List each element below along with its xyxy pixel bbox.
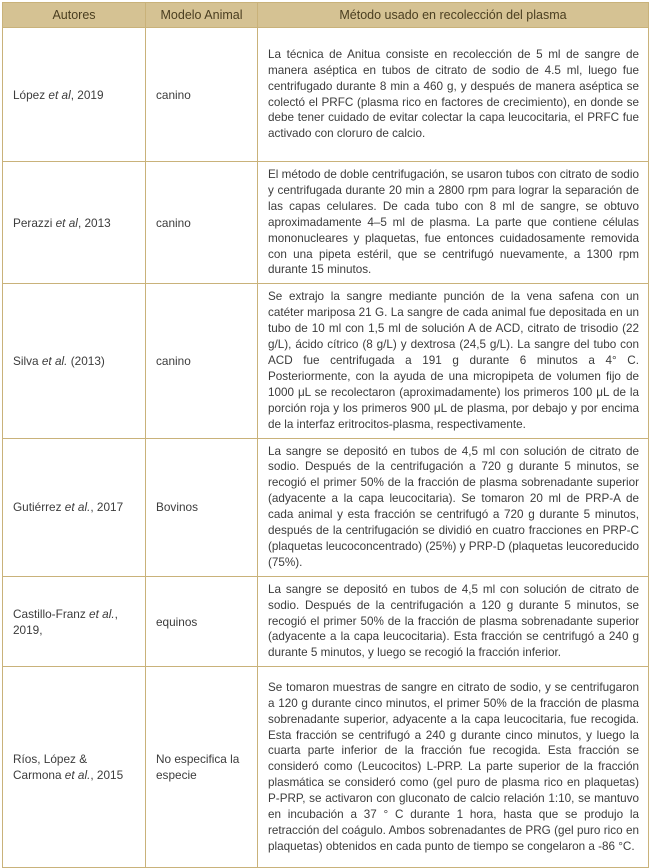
table-row	[3, 28, 649, 162]
model-cell: equinos	[146, 576, 258, 667]
model-cell: Bovinos	[146, 438, 258, 576]
table-row	[3, 284, 649, 438]
author-et-al: et al	[55, 215, 78, 230]
table-header-row	[3, 3, 649, 28]
author-et-al: et al.	[64, 500, 91, 515]
author-et-al: et al.	[64, 768, 91, 783]
author-et-al: et al	[48, 87, 71, 102]
author-name: Perazzi	[13, 215, 56, 230]
author-cell	[3, 28, 146, 162]
author-year: (2013)	[67, 353, 105, 368]
author-cell	[3, 576, 146, 667]
author-name: Ríos, López & Carmona	[13, 752, 88, 783]
author-name: Castillo-Franz	[13, 606, 90, 621]
author-name: López	[13, 87, 49, 102]
author-cell	[3, 667, 146, 868]
plasma-collection-table	[2, 2, 649, 868]
method-cell: La técnica de Anitua consiste en recolección de 5 ml de sangre de manera aséptica en tubos de citrato de sodio de 4.5 ml, luego fue centrifugado durante 8 min a 460 g, y después de manera aséptica se colectó el PRFC (plasma rico en factores de crecimiento), en donde se debe tener cuidado de evitar colectar la capa leucocitaria, el PRFC fue activado con cloruro de calcio.	[258, 28, 649, 162]
author-year: , 2015	[90, 768, 124, 783]
model-cell: No especifica la especie	[146, 667, 258, 868]
model-cell: canino	[146, 28, 258, 162]
author-name: Gutiérrez	[13, 500, 65, 515]
author-et-al: et al.	[89, 606, 115, 621]
method-cell: El método de doble centrifugación, se usaron tubos con citrato de sodio y centrifugada durante 20 min a 2800 rpm para lograr la separación de las capas celulares. De cada tubo con 8 ml de sangre, se obtuvo aproximadamente 4–5 ml de plasma. La parte que contiene células mononucleares y plaquetas, fue entonces cuidadosamente removida con una pipeta estéril, que se centrifugó nuevamente, a 1300 rpm durante 15 minutos.	[258, 162, 649, 284]
table-row	[3, 438, 649, 576]
document-page	[2, 2, 648, 868]
author-cell	[3, 438, 146, 576]
author-cell	[3, 162, 146, 284]
author-year: , 2019	[70, 87, 104, 102]
model-cell: canino	[146, 162, 258, 284]
header-model: Modelo Animal	[146, 3, 258, 28]
method-cell: La sangre se depositó en tubos de 4,5 ml con solución de citrato de sodio. Después de la centrifugación a 720 g durante 5 minutos, se recogió el primer 50% de la fracción de plasma sobrenadante superior (adyacente a la capa leucocitaria). Se tomaron 20 ml de PRP-A de cada animal y esta fracción se centrifugó a 720 g durante 5 minutos, después de la centrifugación se dividió en cuatro fracciones en PRP-C (plaquetas leucoconcentrado) (25%) y PRP-D (plaquetas leucoreducido (75%).	[258, 438, 649, 576]
method-cell: Se extrajo la sangre mediante punción de la vena safena con un catéter mariposa 21 G. La sangre de cada animal fue depositada en un tubo de 10 ml con 1,5 ml de solución A de ACD, citrato de trisodio (22 g/L), ácido cítrico (8 g/L) y dextrosa (24,5 g/L). La sangre del tubo con ACD fue centrifugada a 191 g durante 6 minutos a 4° C. Posteriormente, con la ayuda de una micropipeta de volumen fijo de 1000 μL se recolectaron (aproximadamente) los primeros 100 μL de la porción roja y los primeros 900 μL de plasma, por debajo y por encima de la interfaz eritrocitos-plasma, respectivamente.	[258, 284, 649, 438]
author-year: , 2017	[90, 500, 124, 515]
author-year: , 2019,	[13, 606, 118, 637]
header-method: Método usado en recolección del plasma	[258, 3, 649, 28]
table-row	[3, 162, 649, 284]
author-name: Silva	[13, 353, 42, 368]
method-cell: La sangre se depositó en tubos de 4,5 ml con solución de citrato de sodio. Después de la centrifugación a 120 g durante 5 minutos, se recogió el primer 50% de la fracción de plasma sobrenadante superior (adyacente a la capa leucocitaria). Esta fracción se centrifugó a 240 g durante 5 minutos, y luego se recogió la fracción inferior.	[258, 576, 649, 667]
method-cell: Se tomaron muestras de sangre en citrato de sodio, y se centrifugaron a 120 g durante cinco minutos, el primer 50% de la fracción de plasma sobrenadante superior, adyacente a la capa leucocitaria, fue recogida. Esta fracción se centrifugó a 240 g durante cinco minutos, y luego la cuarta parte inferior de la fracción fue recogida. Esta fracción se consideró como (Leucocitos) L-PRP. La parte superior de la fracción plasmática se consideró como (gel puro de plasma rico en plaquetas) P-PRP, se activaron con gluconato de calcio relación 1:10, se mantuvo en incubación a 37 ° C durante 1 hora, hasta que se produjo la retracción del coágulo. Ambos sobrenadantes de PRG (gel puro rico en plaquetas) obtenidos en cada punto de tiempo se congelaron a -86 °C.	[258, 667, 649, 868]
author-cell	[3, 284, 146, 438]
table-row	[3, 667, 649, 868]
table-row	[3, 576, 649, 667]
author-et-al: et al.	[41, 353, 68, 368]
author-year: , 2013	[77, 215, 111, 230]
header-authors: Autores	[3, 3, 146, 28]
model-cell: canino	[146, 284, 258, 438]
